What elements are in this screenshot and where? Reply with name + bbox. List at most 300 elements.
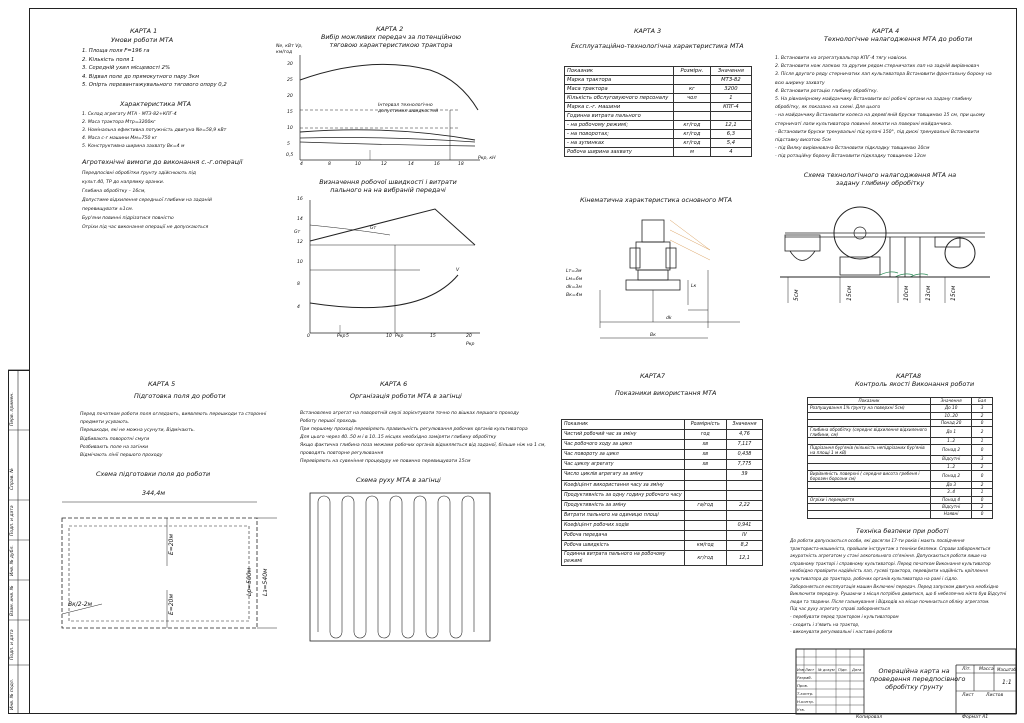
table-cell: До 10 bbox=[931, 405, 972, 412]
map2-xtick: 10 bbox=[355, 162, 361, 167]
table-cell: 8,2 bbox=[726, 541, 762, 551]
table-cell: Вирівняність поверхні ( середня висота гребеня і борозен борозни см) bbox=[808, 471, 931, 482]
table-cell bbox=[684, 510, 726, 520]
table-row bbox=[808, 412, 993, 419]
map1-mta-item: 2. Маса трактора Мтр=3200кг bbox=[82, 120, 156, 125]
table-row bbox=[808, 471, 993, 482]
table-cell: Чистий робочий час за зміну bbox=[562, 430, 685, 440]
table-cell: 12,1 bbox=[710, 121, 751, 130]
map4-step: 5. На рівномірному майданчику Встановити всі робочі органи на задану глибину bbox=[775, 97, 972, 103]
map4-mark: 5см bbox=[793, 289, 800, 301]
map6-turn-loop bbox=[378, 632, 390, 638]
table-cell bbox=[726, 490, 762, 500]
table-cell: Робоча передача bbox=[562, 531, 685, 541]
table-cell: Число циклів агрегату за зміну bbox=[562, 470, 685, 480]
map4-scheme-title: Схема технологічного налагодження МТА на задану глибину обробітку bbox=[803, 171, 957, 187]
map3-th: Показник bbox=[565, 67, 674, 76]
map8-safety-line: Під час руху агрегату справі забороняється bbox=[790, 607, 890, 613]
map6-turn-loop bbox=[450, 632, 462, 638]
table-row bbox=[562, 551, 763, 566]
map6-field-frame bbox=[310, 493, 490, 641]
table-cell: - на зупинках bbox=[565, 139, 674, 148]
table-cell: 1..2 bbox=[931, 438, 972, 445]
map4-title: КАРТА 4 bbox=[872, 27, 900, 35]
table-cell: кг/год bbox=[674, 139, 711, 148]
map5-field-width: 344,4м bbox=[142, 489, 166, 497]
map6-line: При першому проході перевіряють правильність регулювання робочих органів культиватора bbox=[300, 427, 528, 432]
map8-safety-line: тракториста-машиніста, пройшли інструктаж з техніки безпеки. Справи забороняється bbox=[790, 546, 991, 552]
side-label-5: Взам. инв. № bbox=[10, 585, 15, 616]
tb-col: Підп. bbox=[838, 668, 848, 672]
table-cell: 2 bbox=[972, 503, 993, 510]
map6-turn-loop bbox=[414, 496, 426, 502]
map1-agro-item: Глибина обробітку – 16см, bbox=[82, 189, 146, 194]
map6-line: Для цього через 40..50 м і в 10..15 місцях необхідно заміряти глибину обробітку bbox=[300, 435, 497, 440]
map6-line: Перевіряють на сувеніння процедуру не повинно перевищувати 15см bbox=[300, 459, 471, 464]
map2-chart2-ytick: 14 bbox=[297, 217, 303, 222]
map2-chart2-xtick: Pкр bbox=[395, 334, 404, 339]
table-row bbox=[565, 130, 752, 139]
map2-chart2-ytick: 16 bbox=[297, 197, 303, 202]
table-cell: 2 bbox=[972, 463, 993, 470]
table-row bbox=[808, 438, 993, 445]
table-row bbox=[562, 520, 763, 530]
table-row bbox=[808, 503, 993, 510]
table-cell: 0,438 bbox=[726, 450, 762, 460]
map1-agro-item: Передпосівні обробітки ґрунту здійснюють під bbox=[82, 171, 196, 176]
map2-ytick: 0,5 bbox=[286, 153, 294, 158]
map3-title: КАРТА 3 bbox=[634, 27, 662, 35]
table-cell bbox=[684, 490, 726, 500]
map2-xtick: 16 bbox=[434, 162, 440, 167]
side-label-3: Подп. и дата bbox=[10, 505, 15, 536]
map4-subtitle: Технологічне налагодження МТА до роботи bbox=[824, 35, 973, 43]
side-label-6: Подп. и дата bbox=[10, 629, 15, 660]
map1-mta-item: 1. Склад агрегату МТА - МТЗ-82+КПГ-4 bbox=[82, 112, 177, 117]
map2-chart2-ytick: 8 bbox=[297, 282, 300, 287]
map4-step: 1. Встановити на агрегатувальтор КПГ-4 тягу навіски. bbox=[775, 56, 908, 61]
map4-step: обробітку, як показано на схемі. Для цього bbox=[775, 105, 881, 111]
map3-table bbox=[564, 66, 752, 157]
map2-chart2-curve2: V bbox=[456, 268, 460, 273]
map5-dim-lz: Lз=540м bbox=[262, 568, 269, 596]
table-row bbox=[565, 139, 752, 148]
map8-th: Бал bbox=[972, 398, 993, 405]
map8-safety-line: - виконувати регулювальні і наставні роботи bbox=[790, 630, 893, 636]
map4-mark: 13см bbox=[925, 285, 932, 301]
table-cell: год bbox=[684, 430, 726, 440]
map8-th: Показник bbox=[808, 398, 931, 405]
map4-step: 4. Встановити ротацію глибину обробітку. bbox=[775, 88, 879, 94]
map2-ytick: 25 bbox=[287, 78, 293, 83]
table-row bbox=[565, 76, 752, 85]
table-cell: га/год bbox=[684, 500, 726, 510]
map2-chart2-xtick: 15 bbox=[430, 334, 436, 339]
table-row bbox=[808, 496, 993, 503]
table-cell bbox=[674, 76, 711, 85]
map4-step: підставку висотою 5см bbox=[775, 138, 831, 144]
table-cell: Робоча ширина захвату bbox=[565, 148, 674, 157]
table-cell: 0 bbox=[972, 496, 993, 503]
map5-line: Перед початком роботи поля оглядають, виявляють перешкоди та сторонні bbox=[80, 412, 267, 417]
table-cell: кг bbox=[674, 85, 711, 94]
map4-step: 3. Після другого ряду стерничатих лап культиватора Встановити фронтальну борону на bbox=[775, 72, 992, 78]
map1-condition: 3. Середній ухил місцевості 2% bbox=[82, 65, 170, 71]
map6-title: КАРТА 6 bbox=[380, 380, 408, 388]
map4-step: стерничаті лапи культиватора повинні лежати на поверхні майданчика. bbox=[775, 121, 953, 127]
map6-movement-scheme bbox=[300, 488, 500, 648]
table-cell bbox=[684, 480, 726, 490]
map6-subtitle: Організація роботи МТА в загінці bbox=[350, 392, 462, 400]
table-row bbox=[565, 112, 752, 121]
table-cell: 3..4 bbox=[931, 489, 972, 496]
table-row bbox=[808, 511, 993, 518]
table-cell: 5,4 bbox=[710, 139, 751, 148]
sheet-format: Формат А1 bbox=[962, 715, 989, 720]
table-row bbox=[562, 460, 763, 470]
table-cell bbox=[674, 103, 711, 112]
side-label-1: Перв. примен. bbox=[10, 392, 15, 426]
map1-condition: 5. Опірть перевантажувального тягового опору 0,2 bbox=[82, 82, 227, 88]
map3-dim: Lт=3м bbox=[566, 269, 582, 274]
tb-role: Т.контр. bbox=[797, 691, 814, 696]
table-cell bbox=[726, 510, 762, 520]
table-row bbox=[565, 94, 752, 103]
table-cell: 2 bbox=[972, 482, 993, 489]
map2-legend-2: допустимих швидкостей bbox=[378, 109, 439, 114]
tb-scale: Масштаб bbox=[997, 667, 1017, 672]
table-cell: 0 bbox=[972, 419, 993, 426]
map2-ytick: 15 bbox=[287, 110, 293, 115]
table-row bbox=[808, 463, 993, 470]
map6-line: Встановлено агрегат на поворотній смузі зорієнтувати точно по вішках першого проходу bbox=[300, 411, 519, 416]
map2-chart2-title: Визначення робочої швидкості і витрати пального на на вибраній передачі bbox=[319, 178, 457, 194]
tb-col: Изм bbox=[797, 668, 805, 672]
table-row bbox=[562, 430, 763, 440]
table-cell bbox=[684, 531, 726, 541]
map8-safety-line: люди та тварини. Після гальмування і Відходів на місце починається обліку агрегатом. bbox=[790, 599, 990, 605]
map2-chart2-xtick: 20 bbox=[466, 334, 472, 339]
map3-th: Розмірн. bbox=[674, 67, 711, 76]
map3-kin-title: Кінематична характеристика основного МТА bbox=[580, 196, 732, 204]
map8-safety-line: - перебувати перед трактором і культиватором bbox=[790, 614, 899, 620]
map8-safety-line: - сходить і з'явить на трактор, bbox=[790, 622, 860, 628]
map4-step: всю ширину захвату bbox=[775, 80, 825, 86]
map5-title: КАРТА 5 bbox=[148, 380, 176, 388]
map4-step: - Встановити бруски тренувальні під кулачі 150°, під дискі тренувальні Встановити bbox=[775, 129, 980, 135]
map1-agro-list bbox=[82, 169, 212, 232]
side-strip-lines bbox=[0, 0, 30, 723]
map6-line: Роботу першої проходь bbox=[300, 419, 357, 424]
map6-turn-loop bbox=[342, 496, 354, 502]
table-cell bbox=[710, 112, 751, 121]
map6-line: проводять повторне регулювання bbox=[300, 451, 384, 456]
table-cell: 0 bbox=[972, 445, 993, 456]
table-cell: Підрізання бур'янів (кількість непідрізаних бур'янів на площі 1 м кВ) bbox=[808, 445, 931, 456]
map8-safety-line: Забороняється експлуатація машин Включені передач. Перед запуском двигуна необхідно bbox=[790, 584, 999, 590]
map8-safety-line: справному тракторі і справному культиваторі. Перед початком Виконання культиватор bbox=[790, 561, 991, 567]
map1-condition: 1. Площа поля F=196 га bbox=[82, 48, 150, 54]
map1-conditions bbox=[82, 47, 227, 90]
table-cell bbox=[808, 463, 931, 470]
map5-dim-e2: Е=20м bbox=[168, 594, 175, 615]
table-cell: Марка с.-г. машини bbox=[565, 103, 674, 112]
table-cell: Коефіцієнт робочих ходів bbox=[562, 520, 685, 530]
tb-name-3: обробітку ґрунту bbox=[885, 683, 943, 691]
table-cell: Маса трактора bbox=[565, 85, 674, 94]
map2-chart2-xtick: 5 bbox=[346, 334, 349, 339]
table-cell: 4,76 bbox=[726, 430, 762, 440]
table-cell: Витрати пального на одиницю площі bbox=[562, 510, 685, 520]
table-cell: Розпушування 1% ґрунту на поверхні 5см) bbox=[808, 405, 931, 412]
table-cell: Продуктивність за одну годину робочого часу bbox=[562, 490, 685, 500]
table-row bbox=[808, 419, 993, 426]
map2-ytick: 30 bbox=[287, 62, 293, 67]
table-cell: Кількість обслуговуючого персоналу bbox=[565, 94, 674, 103]
map5-line: Перешкоди, які не можна усунути, Відмічають. bbox=[80, 428, 196, 434]
table-cell: м bbox=[674, 148, 711, 157]
map1-title: КАРТА 1 bbox=[130, 27, 158, 35]
table-row bbox=[562, 470, 763, 480]
map8-safety-line: Виключити передачу. Рушаючи з місця потрібно дивитися, що б небезпечно нікто був Відсутні bbox=[790, 592, 1007, 598]
map2-chart2-xtick: Pкр bbox=[337, 334, 346, 339]
table-cell: Понад 2 bbox=[931, 471, 972, 482]
table-cell: чол bbox=[674, 94, 711, 103]
table-row bbox=[562, 480, 763, 490]
map3-kinematic-scheme bbox=[580, 210, 780, 350]
table-cell: Огріхи і перекриття bbox=[808, 496, 931, 503]
table-cell: 0 bbox=[972, 511, 993, 518]
table-cell: 1 bbox=[710, 94, 751, 103]
map7-table-header bbox=[562, 420, 763, 430]
map6-turn-loop bbox=[390, 496, 402, 502]
table-cell bbox=[808, 489, 931, 496]
tb-sheets: Листов bbox=[986, 693, 1004, 698]
map1-mta-item: 3. Номінальна ефективна потужність двигуна Ne=58,9 кВт bbox=[82, 128, 227, 133]
table-cell: 6,3 bbox=[710, 130, 751, 139]
map2-legend-1: Інтервал технологічно bbox=[378, 103, 433, 108]
table-cell: - на робочому режимі; bbox=[565, 121, 674, 130]
map2-xtick: 18 bbox=[458, 162, 464, 167]
map5-scheme-title: Схема підготовки поля до роботи bbox=[96, 470, 211, 478]
table-cell: Продуктивність за зміну bbox=[562, 500, 685, 510]
map6-turn-loop bbox=[438, 496, 450, 502]
map8-table bbox=[807, 397, 993, 519]
tb-name-1: Операційна карта на bbox=[878, 667, 950, 675]
table-row bbox=[562, 490, 763, 500]
map4-step: - під Вилку вирівнювача Встановити підкладку товщиною 10см bbox=[775, 146, 930, 152]
map4-setup-scheme bbox=[780, 195, 990, 305]
map5-dim-e1: Е=20м bbox=[168, 534, 175, 555]
side-label-7: Инв. № подл. bbox=[10, 678, 15, 710]
map3-label-lk: Lк bbox=[691, 284, 697, 289]
table-cell bbox=[808, 438, 931, 445]
table-cell bbox=[684, 520, 726, 530]
map2-chart2-curve1: Gт bbox=[370, 226, 377, 231]
map3-table-header bbox=[565, 67, 752, 76]
map2-chart2-ytick: 12 bbox=[297, 240, 303, 245]
map5-dim-lp: Lp=500м bbox=[246, 567, 253, 596]
table-cell: кг/год bbox=[674, 130, 711, 139]
map3-dim: Вк=4м bbox=[566, 293, 583, 298]
map8-safety-line: До роботи допускаються особи, які досягли 17-ти років і мають посвідчення bbox=[790, 539, 965, 544]
table-cell: Відсутні bbox=[931, 456, 972, 463]
table-cell: Годинна витрата пального bbox=[565, 112, 674, 121]
table-cell: 2 bbox=[972, 427, 993, 438]
map1-agro-item: Бур'яни повинні підрізатися повністю bbox=[82, 216, 174, 221]
table-cell bbox=[808, 412, 931, 419]
map2-xlabel: Pкр, кН bbox=[478, 156, 496, 161]
tb-role: Пров. bbox=[797, 683, 809, 688]
table-cell: КПГ-4 bbox=[710, 103, 751, 112]
table-cell: Понад 4 bbox=[931, 496, 972, 503]
table-cell: Марка трактора bbox=[565, 76, 674, 85]
tb-sheet: Лист bbox=[962, 693, 974, 698]
map2-speed-fuel-chart bbox=[300, 195, 490, 340]
table-cell: Коефіцієнт використання часу за зміну bbox=[562, 480, 685, 490]
table-row bbox=[562, 510, 763, 520]
table-cell: 39 bbox=[726, 470, 762, 480]
map2-chart2-ylabel: Gт bbox=[294, 230, 301, 235]
table-cell: хв bbox=[684, 450, 726, 460]
map5-subtitle: Підготовка поля до роботи bbox=[134, 392, 226, 400]
table-cell: хв bbox=[684, 460, 726, 470]
table-cell: 0,941 bbox=[726, 520, 762, 530]
table-cell: 2 bbox=[972, 412, 993, 419]
table-cell: 1..2 bbox=[931, 463, 972, 470]
map5-text bbox=[80, 411, 266, 460]
tb-col: Дата bbox=[852, 668, 862, 672]
tb-mass: Масса bbox=[979, 667, 994, 672]
table-cell: IV bbox=[726, 531, 762, 541]
table-cell bbox=[808, 419, 931, 426]
table-cell: МТЗ-82 bbox=[710, 76, 751, 85]
map3-th: Значення bbox=[710, 67, 751, 76]
map6-text bbox=[300, 410, 546, 466]
map3-dim: dk=3м bbox=[566, 285, 582, 290]
table-cell: 0 bbox=[972, 471, 993, 482]
map2-chart2-xtick: 10 bbox=[386, 334, 392, 339]
table-cell bbox=[726, 480, 762, 490]
table-cell: 1 bbox=[972, 438, 993, 445]
table-row bbox=[808, 482, 993, 489]
table-cell: 7,775 bbox=[726, 460, 762, 470]
map2-xtick: 14 bbox=[408, 162, 414, 167]
map4-mark: 15см bbox=[950, 285, 957, 301]
map5-line: Відбивають поворотні смуги bbox=[80, 436, 150, 442]
table-cell: Робоча швидкість bbox=[562, 541, 685, 551]
map3-label-dk: dk bbox=[666, 316, 672, 321]
table-cell: Понад 2 bbox=[931, 445, 972, 456]
table-cell: кг/год bbox=[674, 121, 711, 130]
map4-step: - на майданчику Встановити колеса на дерев'яній бруски товщиною 15 см, при цьому bbox=[775, 113, 986, 119]
table-row bbox=[808, 427, 993, 438]
table-cell: Понад 20 bbox=[931, 419, 972, 426]
table-cell bbox=[808, 511, 931, 518]
map4-step: - під ротаційну борону Встановити підкладку товщиною 13см bbox=[775, 154, 926, 160]
map2-ytick: 20 bbox=[287, 94, 293, 99]
table-cell: Час робочого ходу за цикл bbox=[562, 440, 685, 450]
table-row bbox=[565, 85, 752, 94]
map5-line: Відмічають лінії першого проходу bbox=[80, 453, 163, 459]
map5-line: Розбивають поле на загінки bbox=[80, 444, 149, 450]
map7-th: Розмірність bbox=[684, 420, 726, 430]
map1-agro-item: Огріхи під час виконання операції не допускаються bbox=[82, 225, 209, 230]
map2-xtick: 4 bbox=[300, 162, 303, 167]
side-label-2: Справ. № bbox=[10, 468, 15, 490]
map4-steps bbox=[775, 55, 992, 162]
table-cell: - на поворотах; bbox=[565, 130, 674, 139]
table-cell: 3200 bbox=[710, 85, 751, 94]
map1-agro-title: Агротехнічні вимоги до виконання с.-г.операції bbox=[82, 158, 243, 166]
table-row bbox=[562, 450, 763, 460]
map8-table-header bbox=[808, 398, 993, 405]
table-cell: Час повороту за цикл bbox=[562, 450, 685, 460]
table-cell bbox=[808, 482, 931, 489]
map5-field-scheme bbox=[52, 494, 272, 644]
map1-agro-item: культ.40, ТР до напрямку оранки. bbox=[82, 180, 165, 185]
map2-title: КАРТА 2 bbox=[376, 25, 404, 33]
table-cell bbox=[808, 503, 931, 510]
map1-mta-item: 5. Конструктивна ширина захвату Вк=4 м bbox=[82, 144, 185, 149]
map1-agro-item: Допустиме відхилення середньої глибини на заданій bbox=[82, 198, 212, 203]
table-cell bbox=[684, 470, 726, 480]
tb-role: Н.контр. bbox=[797, 699, 814, 704]
tb-role: Утв. bbox=[797, 707, 805, 712]
map4-step: 2. Встановити нож лапкою та другим рядом стерничатих лап на задній вирівнювач bbox=[775, 64, 980, 70]
map8-safety-line: необхідно провірити надійність лап, гусеві трактора, перевірити надійність кріплення bbox=[790, 569, 988, 575]
table-row bbox=[562, 440, 763, 450]
map8-th: Значення bbox=[931, 398, 972, 405]
map2-chart2-xtick: 0 bbox=[307, 334, 310, 339]
table-cell bbox=[808, 456, 931, 463]
tb-lit: Літ. bbox=[962, 667, 971, 672]
map2-ylabel: Ne, кВт Vp, км/год bbox=[276, 44, 303, 55]
map8-title: КАРТА8 bbox=[896, 372, 922, 380]
map2-ytick: 10 bbox=[287, 126, 293, 131]
table-cell: 4 bbox=[710, 148, 751, 157]
table-row bbox=[808, 405, 993, 412]
map8-safety-line: культиватора до трактора, робочих органів культиватора на рамі і сідло. bbox=[790, 576, 958, 582]
map6-turn-loop bbox=[330, 632, 342, 638]
map7-th: Показник bbox=[562, 420, 685, 430]
map1-mta-title: Характеристика МТА bbox=[120, 100, 191, 108]
map6-turn-loop bbox=[366, 496, 378, 502]
map2-ytick: 5 bbox=[287, 142, 290, 147]
table-cell: До 3 bbox=[931, 482, 972, 489]
tb-scale-value: 1:1 bbox=[1002, 679, 1012, 686]
table-row bbox=[562, 541, 763, 551]
map8-subtitle: Контроль якості Виконання роботи bbox=[855, 380, 975, 388]
map2-subtitle: Вибір можливих передач за потенційною тяговою характеристикою трактора bbox=[320, 33, 462, 49]
map6-turn-loop bbox=[426, 632, 438, 638]
map4-mark: 15см bbox=[846, 285, 853, 301]
map7-table bbox=[561, 419, 763, 566]
table-cell: 12,1 bbox=[726, 551, 762, 566]
tb-name-2: проведення передпосівного bbox=[870, 675, 966, 683]
map5-wk: Вк/2-2м bbox=[68, 601, 93, 608]
map7-th: Значення bbox=[726, 420, 762, 430]
map6-turn-loop bbox=[402, 632, 414, 638]
map2-chart2-ytick: 4 bbox=[297, 305, 300, 310]
map1-mta-item: 4. Маса с-г машини Мм=750 кг bbox=[82, 136, 158, 141]
map3-subtitle: Експлуатаційно-технологічна характеристика МТА bbox=[571, 42, 744, 50]
table-cell: 1 bbox=[972, 489, 993, 496]
map1-agro-item: перевищувати ±1см. bbox=[82, 207, 134, 212]
map8-safety-title: Техніка безпеки при роботі bbox=[856, 527, 949, 535]
map3-label-bk: Вк bbox=[650, 333, 656, 338]
map1-condition: 4. Відвал поле до прямокутного пару 3км bbox=[82, 73, 200, 80]
